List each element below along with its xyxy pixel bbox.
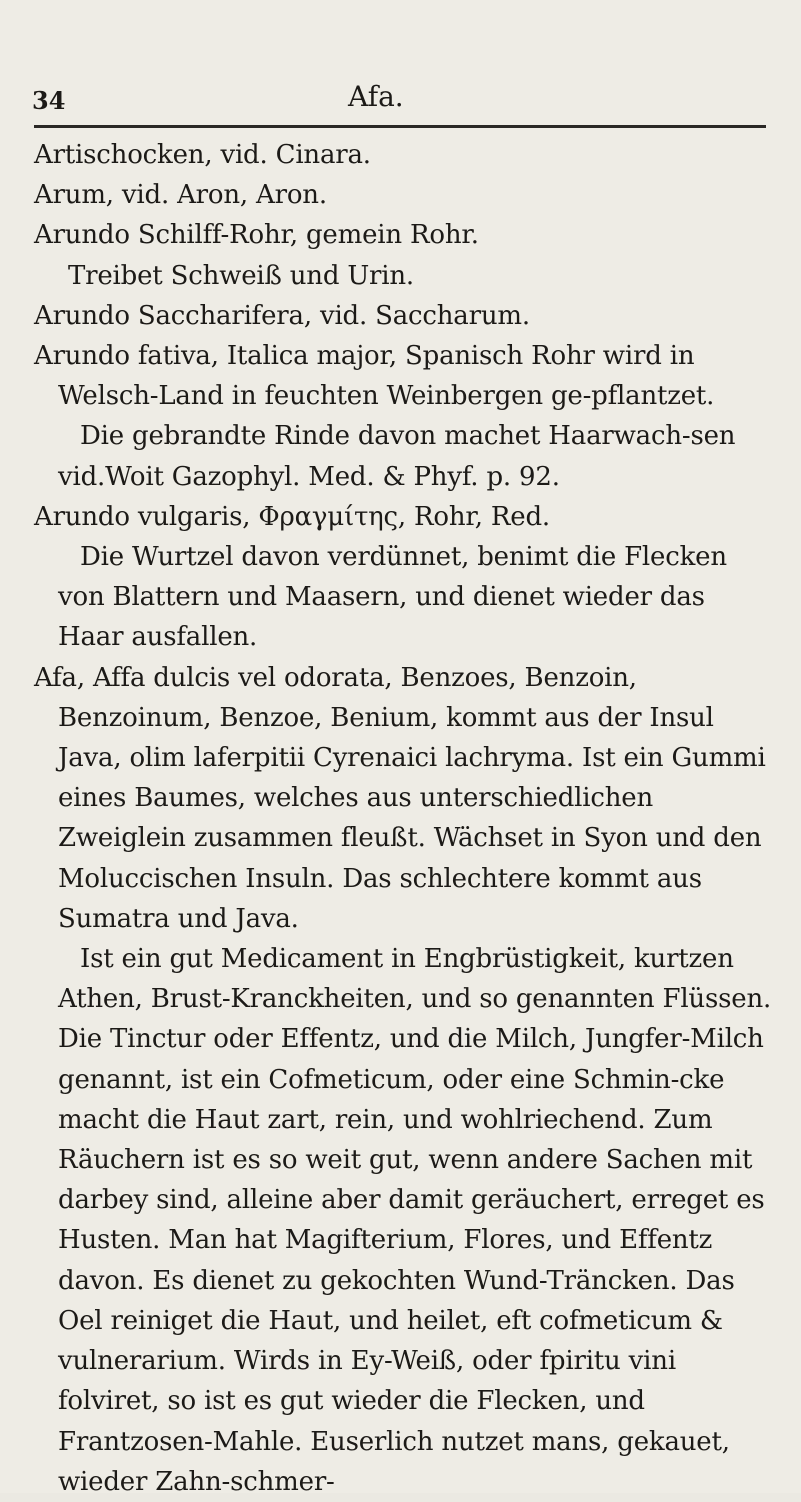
running-head: Afa. [348,80,404,113]
entry-arundo-sativa: Arundo fativa, Italica major, Spanisch Rohr wird in Welsch-Land in feuchten Weinbergen ge-pflantzet. [34,341,715,412]
page-body [34,135,774,1502]
entry-afa: Afa, Affa dulcis vel odorata, Benzoes, Benzoin, Benzoinum, Benzoe, Benium, kommt aus der Insul Java, olim laferpitii Cyrenaici lachryma. Ist ein Gummi eines Baumes, welches aus unterschiedlichen Zweiglein zusammen fleußt. Wächset in Syon und den Moluccischen Insuln. Das schlechtere kommt aus Sumatra und Java. [34,662,766,934]
header-rule [34,125,766,128]
entry-afa-uses: Ist ein gut Medicament in Engbrüstigkeit, kurtzen Athen, Brust-Kranckheiten, und so genannten Flüssen. Die Tinctur oder Effentz, und die Milch, Jungfer-Milch genannt, ist ein Cofmeticum, oder eine Schmin-cke macht die Haut zart, rein, und wohlriechend. Zum Räuchern ist es so weit gut, wenn andere Sachen mit darbey sind, alleine aber damit geräuchert, erreget es Husten. Man hat Magifterium, Flores, und Effentz davon. Es dienet zu gekochten Wund-Träncken. Das Oel reiniget die Haut, und heilet, eft cofmeticum & vulnerarium. Wirds in Ey-Weiß, oder fpiritu vini folviret, so ist es gut wieder die Flecken, und Frantzosen-Mahle. Euserlich nutzet mans, gekauet, wieder Zahn-schmer- [58,944,772,1497]
entry-arum: Arum, vid. Aron, Aron. [34,180,327,211]
entry-arundo: Arundo Schilff-Rohr, gemein Rohr. [34,220,479,251]
page-header [32,80,772,128]
entry-artischocken: Artischocken, vid. Cinara. [34,140,371,170]
entry-arundo-vulgaris: Arundo vulgaris, Φραγμίτης, Rohr, Red. [34,501,550,532]
entry-arundo-note: Treibet Schweiß und Urin. [68,260,414,291]
entry-arundo-saccharifera: Arundo Saccharifera, vid. Saccharum. [34,300,530,331]
entry-arundo-sativa-note: Die gebrandte Rinde davon machet Haarwach-sen vid.Woit Gazophyl. Med. & Phyf. p. 92. [58,421,736,492]
page-number: 34 [32,86,66,115]
entry-arundo-vulgaris-note: Die Wurtzel davon verdünnet, benimt die Flecken von Blattern und Maasern, und dienet wieder das Haar ausfallen. [58,542,727,653]
